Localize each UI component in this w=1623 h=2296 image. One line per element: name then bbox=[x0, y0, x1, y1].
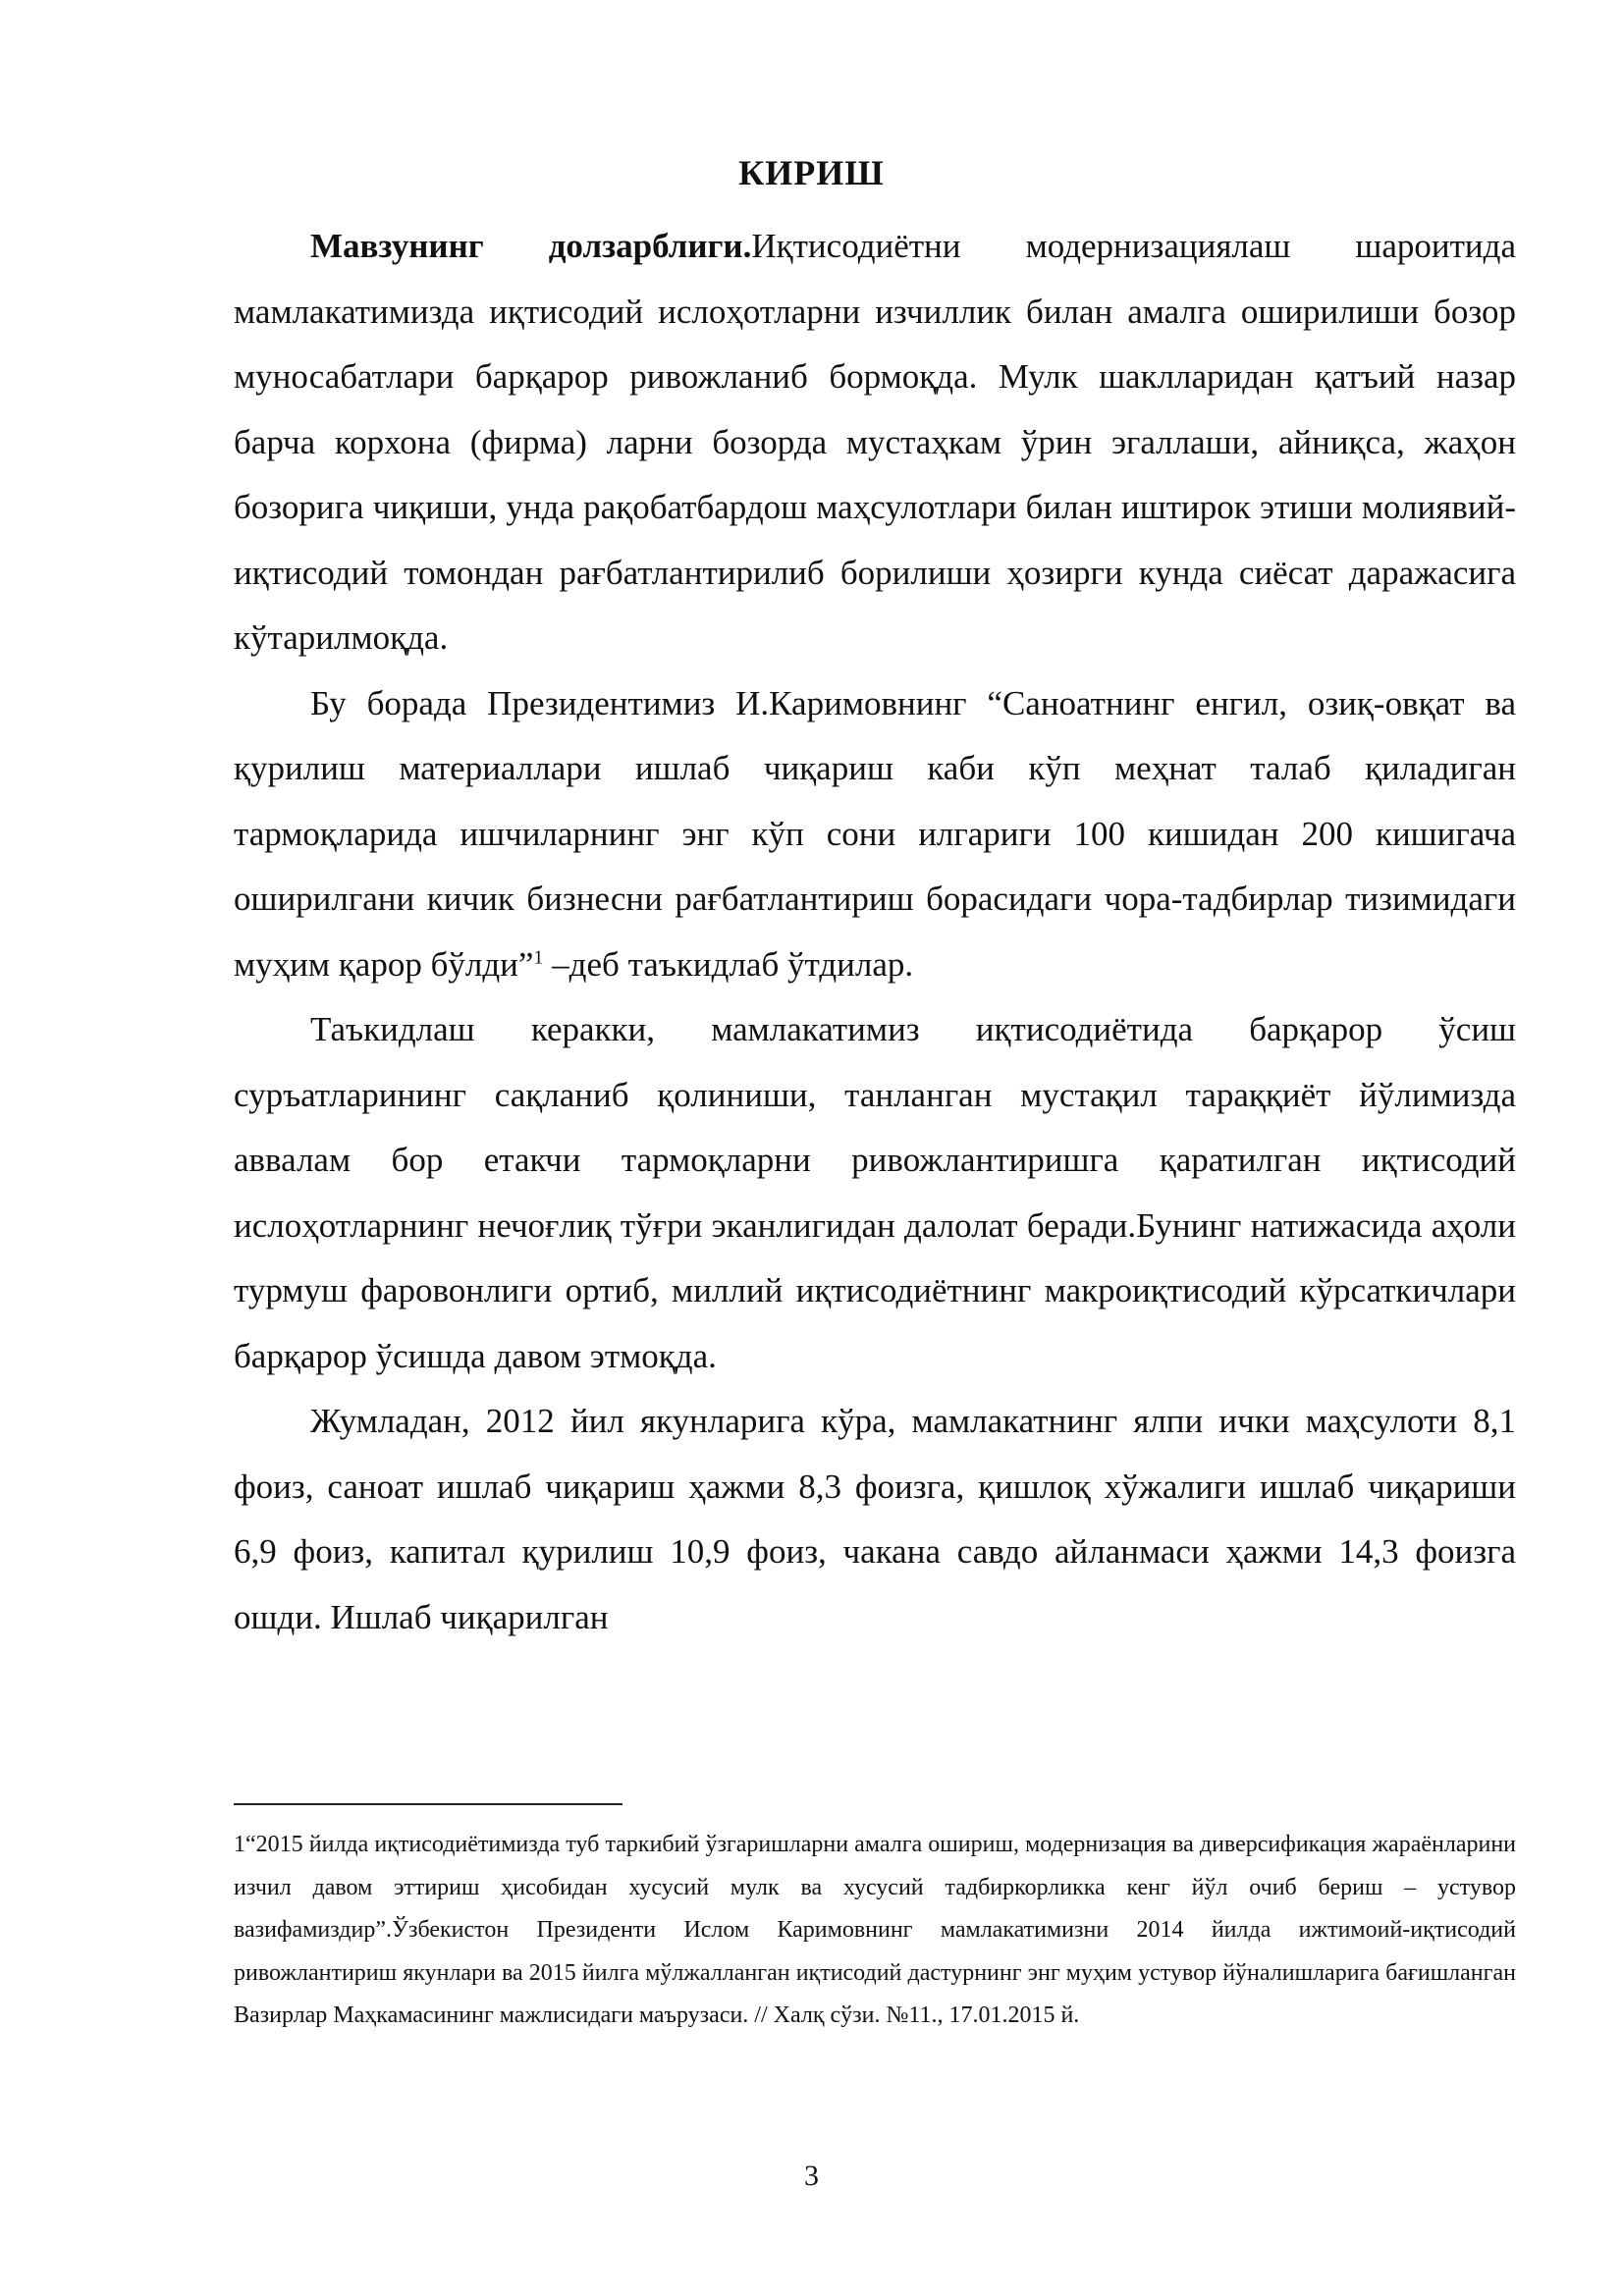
footnote bbox=[234, 1824, 1516, 2038]
paragraph-text: Иқтисодиётни модернизациялаш шароитида мамлакатимизда иқтисодий ислоҳотларни изчиллик билан амалга оширилиши бозор муносабатлари барқарор ривожланиб бормоқда. Мулк шаклларидан қатъий назар барча корхона (фирма) ларни бозорда мустаҳкам ўрин эгаллаши, айниқса, жаҳон бозорига чиқиши, унда рақобатбардош маҳсулотлари билан иштирок этиши молиявий-иқтисодий томондан рағбатлантирилиб борилиши ҳозирги кунда сиёсат даражасига кўтарилмоқда. bbox=[234, 227, 1517, 657]
body-text bbox=[234, 214, 1516, 1650]
paragraph-growth bbox=[234, 997, 1516, 1389]
footnote-reference[interactable]: 1 bbox=[533, 945, 544, 968]
paragraph-text: Таъкидлаш керакки, мамлакатимиз иқтисодиётида барқарор ўсиш суръатларининг сақланиб қолиниши, танланган мустақил тараққиёт йўлимизда аввалам бор етакчи тармоқларни ривожлантиришга қаратилган иқтисодий ислоҳотларнинг нечоғлиқ тўғри эканлигидан далолат беради.Бунинг натижасида аҳоли турмуш фаровонлиги ортиб, миллий иқтисодиётнинг макроиқтисодий кўрсаткичлари барқарор ўсишда давом этмоқда. bbox=[234, 1010, 1516, 1375]
paragraph-relevance bbox=[234, 214, 1516, 671]
paragraph-text: –деб таъкидлаб ўтдилар. bbox=[543, 944, 914, 984]
footnote-divider bbox=[234, 1803, 622, 1805]
page-number: 3 bbox=[804, 2160, 819, 2192]
footnote-mark: 1 bbox=[234, 1832, 245, 1857]
page-title: КИРИШ bbox=[738, 153, 885, 192]
paragraph-statistics bbox=[234, 1389, 1516, 1650]
paragraph-text: Бу борада Президентимиз И.Каримовнинг “Саноатнинг енгил, озиқ-овқат ва қурилиш материаллари ишлаб чиқариш каби кўп меҳнат талаб қиладиган тармоқларида ишчиларнинг энг кўп сони илгариги 100 кишидан 200 кишигача оширилгани кичик бизнесни рағбатлантириш борасидаги чора-тадбирлар тизимидаги муҳим қарор бўлди” bbox=[234, 683, 1516, 984]
paragraph-lead: Мавзунинг долзарблиги. bbox=[310, 227, 752, 265]
paragraph-text: Жумладан, 2012 йил якунларига кўра, мамлакатнинг ялпи ички маҳсулоти 8,1 фоиз, саноат ишлаб чиқариш ҳажми 8,3 фоизга, қишлоқ хўжалиги ишлаб чиқариши 6,9 фоиз, капитал қурилиш 10,9 фоиз, чакана савдо айланмаси ҳажми 14,3 фоизга ошди. Ишлаб чиқарилган bbox=[234, 1402, 1516, 1636]
footnote-text: “2015 йилда иқтисодиётимизда туб таркибий ўзгаришларни амалга ошириш, модернизация ва диверсификация жараёнларини изчил давом эттириш ҳисобидан хусусий мулк ва хусусий тадбиркорликка кенг йўл очиб бериш – устувор вазифамиздир”.Ўзбекистон Президенти Ислом Каримовнинг мамлакатимизни 2014 йилда ижтимоий-иқтисодий ривожлантириш якунлари ва 2015 йилга мўлжалланган иқтисодий дастурнинг энг муҳим устувор йўналишларига бағишланган Вазирлар Маҳкамасининг мажлисидаги маърузаси. // Халқ сўзи. №11., 17.01.2015 й. bbox=[234, 1832, 1516, 2028]
paragraph-president-quote bbox=[234, 671, 1516, 998]
